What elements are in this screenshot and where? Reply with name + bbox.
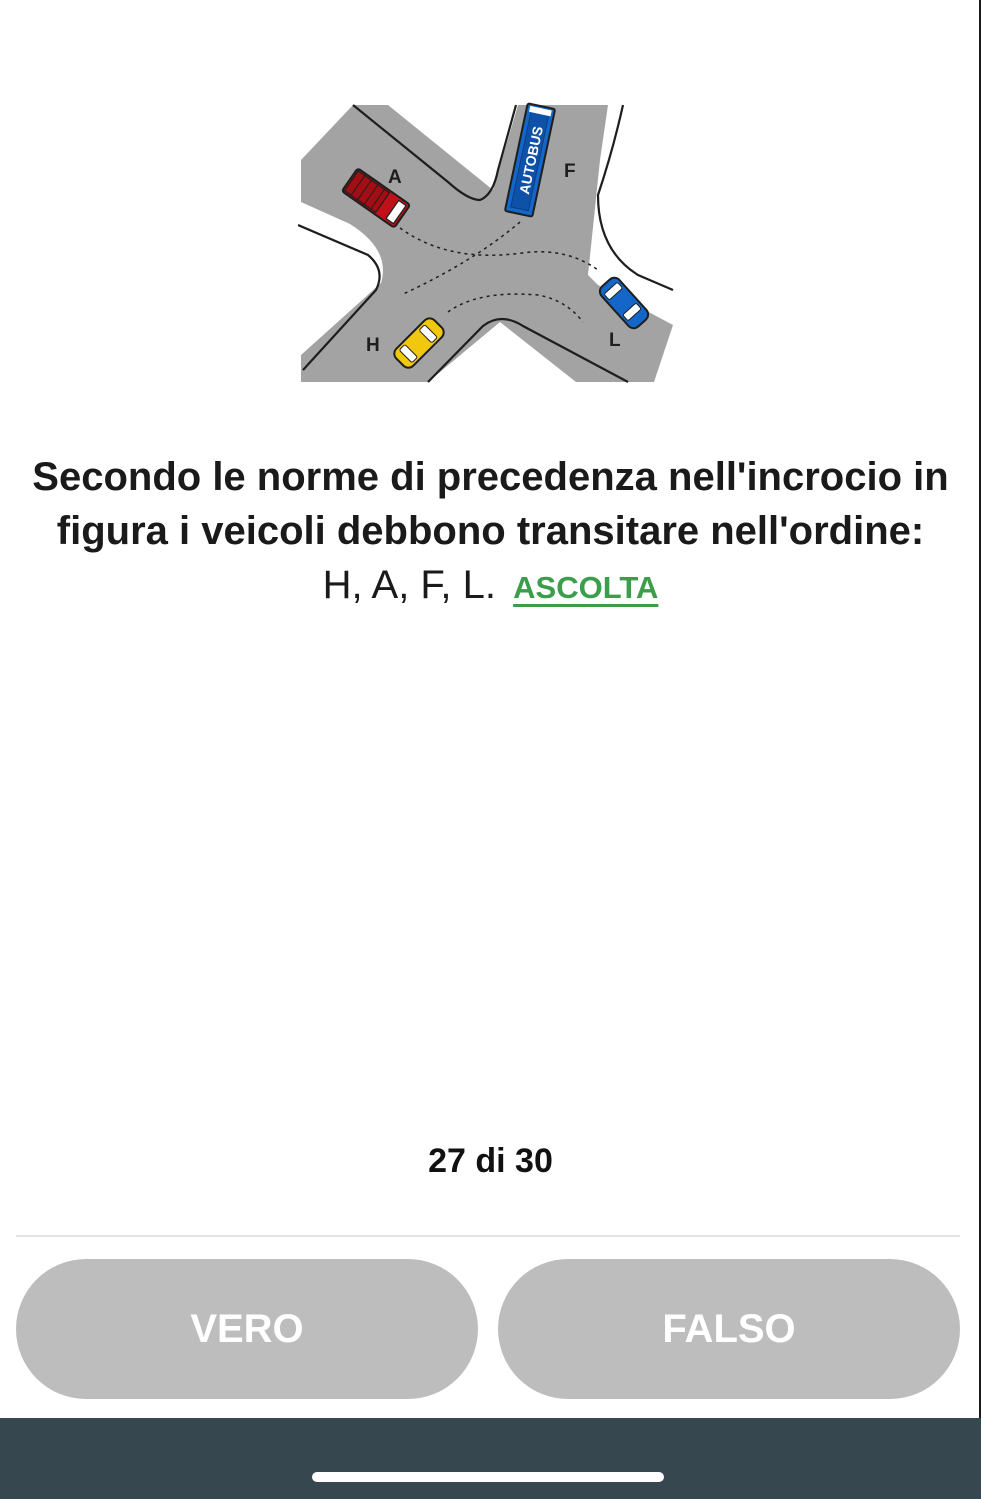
- listen-link[interactable]: ASCOLTA: [513, 570, 659, 605]
- question-text: Secondo le norme di precedenza nell'incrocio in figura i veicoli debbono transitare nell'ordine:: [32, 455, 949, 553]
- label-f: F: [564, 161, 576, 182]
- label-l: L: [609, 330, 621, 351]
- false-button[interactable]: FALSO: [498, 1259, 960, 1399]
- label-a: A: [388, 167, 402, 188]
- divider: [16, 1235, 960, 1237]
- label-h: H: [366, 335, 380, 356]
- question-counter: 27 di 30: [428, 1142, 553, 1180]
- intersection-figure: [298, 100, 678, 385]
- home-indicator[interactable]: [312, 1472, 664, 1482]
- true-button[interactable]: VERO: [16, 1259, 478, 1399]
- question-text-block: [0, 450, 981, 615]
- bus-text: AUTOBUS: [515, 124, 546, 196]
- bottom-bar: [0, 1418, 981, 1499]
- question-text-tail: H, A, F, L.: [322, 563, 497, 607]
